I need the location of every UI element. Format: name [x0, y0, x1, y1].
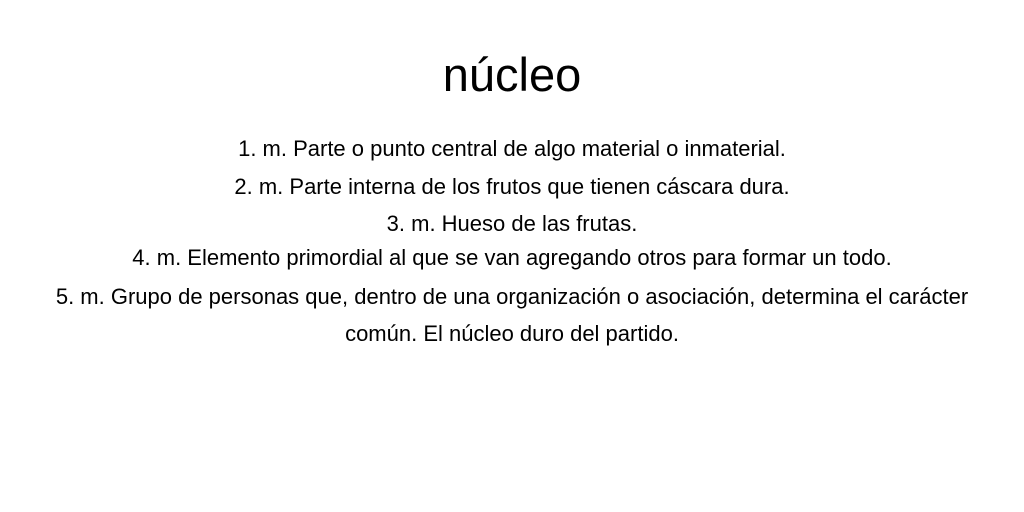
- definition-4: 4. m. Elemento primordial al que se van agregando otros para formar un todo.: [132, 245, 892, 270]
- definition-1: 1. m. Parte o punto central de algo material o inmaterial.: [238, 136, 786, 161]
- definitions-list: [40, 130, 984, 352]
- definition-5: 5. m. Grupo de personas que, dentro de una organización o asociación, determina el carácter común. El núcleo duro del partido.: [55, 284, 969, 346]
- entry-word: núcleo: [442, 48, 582, 101]
- definition-3: 3. m. Hueso de las frutas.: [386, 211, 638, 236]
- definition-2: 2. m. Parte interna de los frutos que tienen cáscara dura.: [234, 174, 790, 199]
